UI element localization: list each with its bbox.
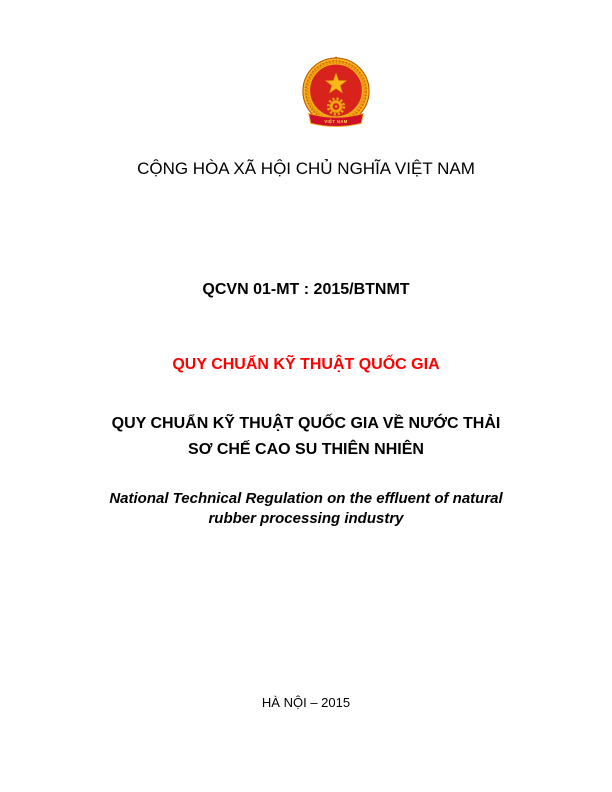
emblem-banner-text: VIỆT NAM — [324, 118, 348, 124]
regulation-title-vietnamese — [0, 411, 612, 463]
regulation-title-english-line-2: rubber processing industry — [208, 510, 404, 527]
regulation-title-english — [0, 489, 612, 529]
emblem-cog-hub — [335, 105, 338, 108]
vietnam-national-emblem-icon — [301, 56, 371, 129]
emblem-container — [0, 56, 612, 129]
regulation-title-vietnamese-line-1: QUY CHUẨN KỸ THUẬT QUỐC GIA VỀ NƯỚC THẢI — [111, 415, 501, 432]
national-title: CỘNG HÒA XÃ HỘI CHỦ NGHĨA VIỆT NAM — [137, 159, 475, 178]
place-and-year: HÀ NỘI – 2015 — [261, 695, 351, 710]
regulation-title-vietnamese-line-2: SƠ CHẾ CAO SU THIÊN NHIÊN — [188, 441, 424, 458]
regulation-title-english-line-1: National Technical Regulation on the effluent of natural — [109, 490, 503, 507]
regulation-title-red: QUY CHUẨN KỸ THUẬT QUỐC GIA — [172, 356, 440, 373]
regulation-code: QCVN 01-MT : 2015/BTNMT — [202, 281, 410, 298]
